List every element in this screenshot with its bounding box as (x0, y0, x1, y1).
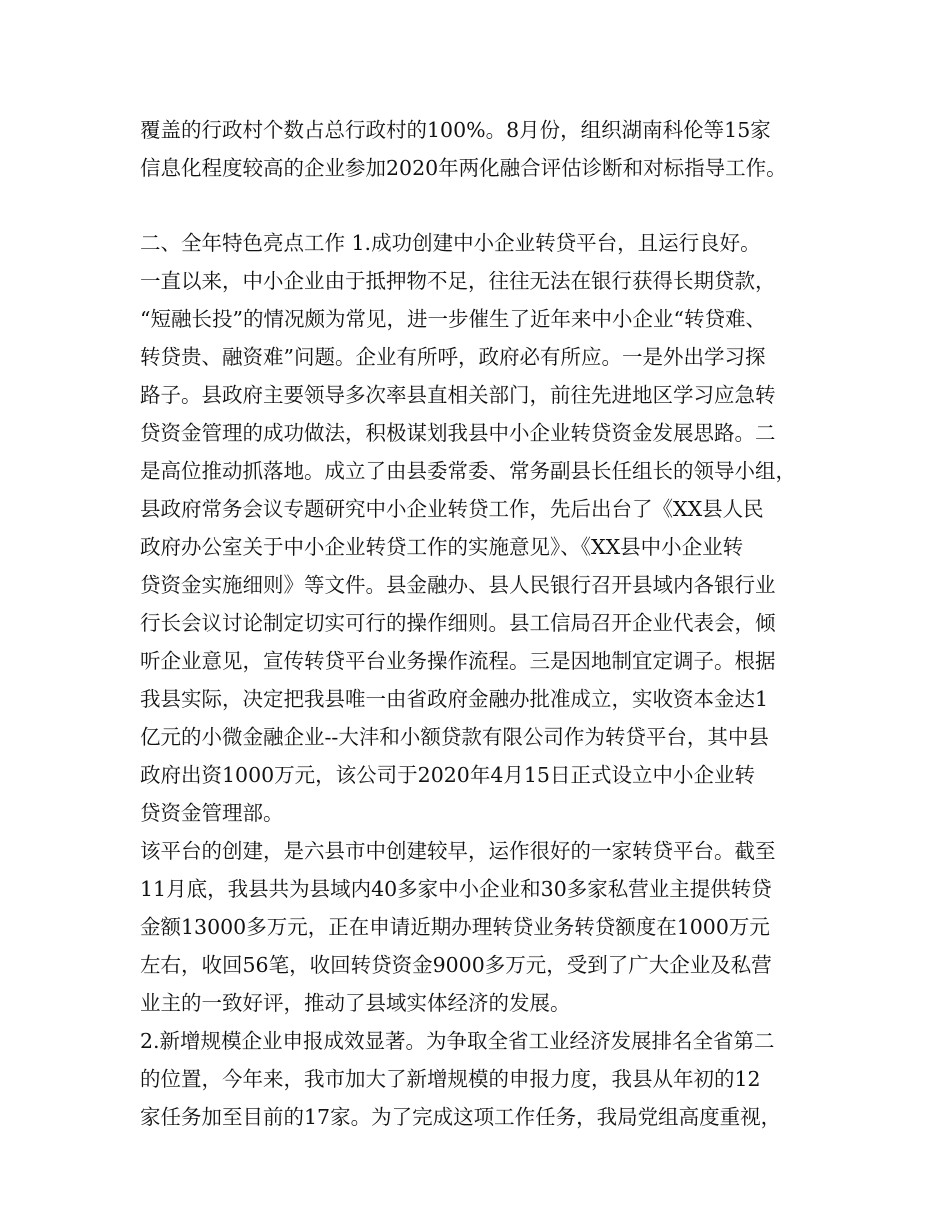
text-line: 家任务加至目前的17家。为了完成这项工作任务，我局党组高度重视， (140, 1105, 782, 1129)
text-line: 听企业意见，宣传转贷平台业务操作流程。三是因地制宜定调子。根据 (140, 649, 776, 673)
text-line: 覆盖的行政村个数占总行政村的100%。8月份，组织湖南科伦等15家 (140, 118, 771, 142)
text-line: 是高位推动抓落地。成立了由县委常委、常务副县长任组长的领导小组， (140, 459, 796, 483)
text-line: 金额13000多万元，正在申请近期办理转贷业务转贷额度在1000万元 (140, 915, 770, 939)
text-line: 贷资金实施细则》等文件。县金融办、县人民银行召开县域内各银行业 (140, 573, 776, 597)
text-line: 贷资金管理部。 (140, 801, 284, 825)
text-line: “短融长投”的情况颇为常见，进一步催生了近年来中小企业“转贷难、 (140, 307, 766, 331)
text-line: 11月底，我县共为县域内40多家中小企业和30多家私营业主提供转贷 (140, 877, 772, 901)
text-line: 亿元的小微金融企业--大沣和小额贷款有限公司作为转贷平台，其中县 (140, 725, 769, 749)
text-line: 贷资金管理的成功做法，积极谋划我县中小企业转贷资金发展思路。二 (140, 421, 776, 445)
text-line: 行长会议讨论制定切实可行的操作细则。县工信局召开企业代表会，倾 (140, 611, 776, 635)
section-heading-line: 二、全年特色亮点工作 1.成功创建中小企业转贷平台，且运行良好。 (140, 231, 761, 255)
text-line: 政府出资1000万元，该公司于2020年4月15日正式设立中小企业转 (140, 763, 755, 787)
text-line: 左右，收回56笔，收回转贷资金9000多万元，受到了广大企业及私营 (140, 953, 772, 977)
text-line: 该平台的创建，是六县市中创建较早，运作很好的一家转贷平台。截至 (140, 839, 776, 863)
text-line: 路子。县政府主要领导多次率县直相关部门，前往先进地区学习应急转 (140, 383, 776, 407)
text-line: 县政府常务会议专题研究中小企业转贷工作，先后出台了《XX县人民 (140, 497, 764, 521)
text-line: 信息化程度较高的企业参加2020年两化融合评估诊断和对标指导工作。 (140, 156, 787, 180)
text-line: 业主的一致好评，推动了县域实体经济的发展。 (140, 991, 571, 1015)
text-line: 转贷贵、融资难”问题。企业有所呼，政府必有所应。一是外出学习探 (140, 345, 766, 369)
text-line: 政府办公室关于中小企业转贷工作的实施意见》、《XX县中小企业转 (140, 535, 744, 559)
text-line: 一直以来，中小企业由于抵押物不足，往往无法在银行获得长期贷款， (140, 269, 776, 293)
text-line: 我县实际，决定把我县唯一由省政府金融办批准成立，实收资本金达1 (140, 687, 769, 711)
text-line: 2.新增规模企业申报成效显著。为争取全省工业经济发展排名全省第二 (140, 1029, 775, 1053)
text-line: 的位置，今年来，我市加大了新增规模的申报力度，我县从年初的12 (140, 1067, 761, 1091)
